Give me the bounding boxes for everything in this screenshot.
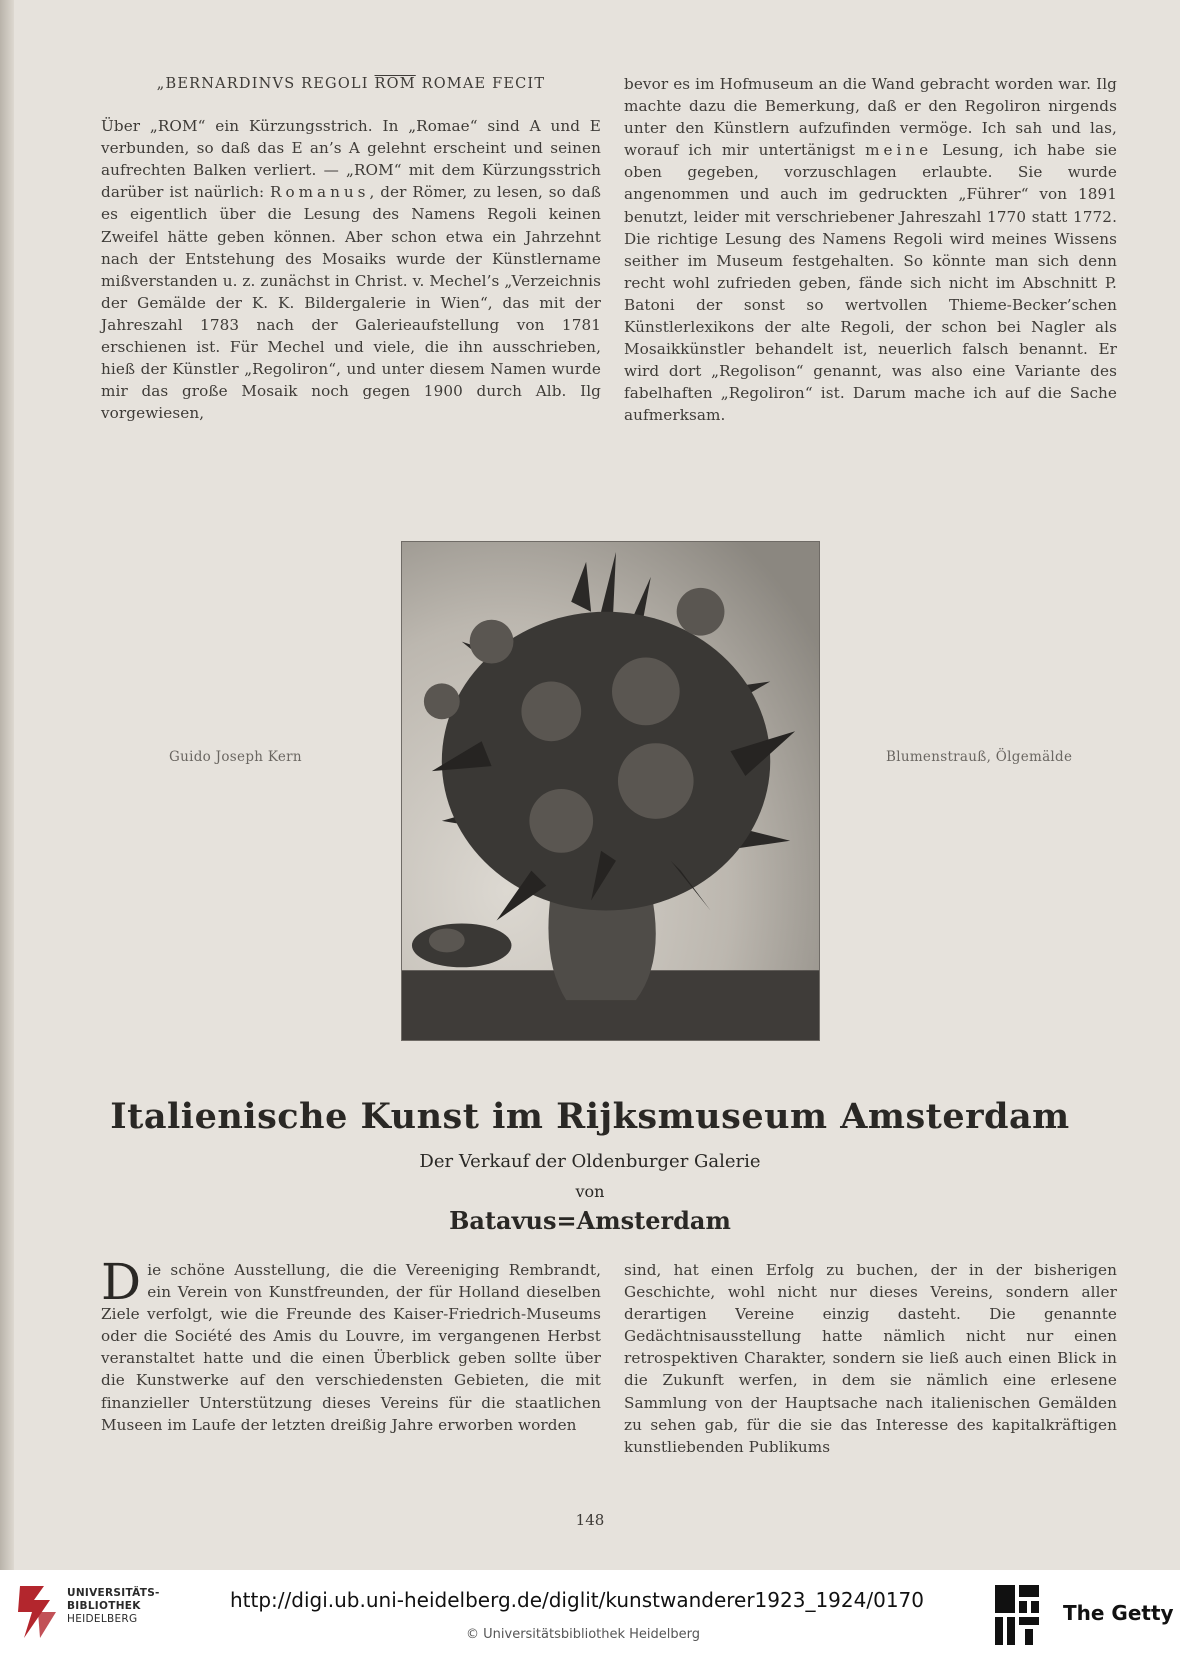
caption-title: Blumenstrauß, Ölgemälde <box>886 749 1073 765</box>
bottom-left-column <box>101 1253 601 1436</box>
paragraph: Über „ROM“ ein Kürzungsstrich. In „Romae“ sind A und E verbunden, so daß das E an’s A gelehnt erscheint und seinen aufrechten Balken verliert. — „ROM“ mit dem Kürzungsstrich darüber ist naürlich: Romanus, der Römer, zu lesen, so daß es eigentlich über die Lesung des Namens Regoli keinen Zweifel hätte geben können. Aber schon etwa ein Jahrzehnt nach der Entstehung des Mosaiks wurde der Künstlername mißverstanden u. z. zunächst in Christ. v. Mechel’s „Verzeichnis der Gemälde der K. K. Bildergalerie in Wien“, das mit der Jahreszahl 1783 nach der Galerieaufstellung von 1781 erschienen ist. Für Mechel und viele, die ihn ausschrieben, hieß der Künstler „Regoliron“, und unter diesem Namen wurde mir das große Mosaik noch gegen 1900 durch Alb. Ilg vorgewiesen, <box>101 117 601 423</box>
article-author: Batavus=Amsterdam <box>449 1206 731 1235</box>
bottom-right-column <box>624 1259 1117 1458</box>
article-title: Italienische Kunst im Rijksmuseum Amsterdam <box>110 1096 1070 1137</box>
page-number: 148 <box>575 1511 605 1529</box>
library-name: UNIVERSITÄTS- BIBLIOTHEK HEIDELBERG <box>67 1587 160 1625</box>
copyright-notice: © Universitätsbibliothek Heidelberg <box>466 1627 701 1642</box>
digital-library-link[interactable]: http://digi.ub.uni-heidelberg.de/diglit/kunstwanderer1923_1924/0170 <box>230 1588 924 1612</box>
paragraph: bevor es im Hofmuseum an die Wand gebracht worden war. Ilg machte dazu die Bemerkung, daß er den Regoliron nirgends unter den Künstlern aufzufinden vermöge. Ich sah und las, worauf ich mir untertänigst meine Lesung, ich habe sie oben gegeben, vorzuschlagen erlaubte. Sie wurde angenommen und auch im gedruckten „Führer“ von 1891 benutzt, leider mit verschriebener Jahreszahl 1770 statt 1772. Die richtige Lesung des Namens Regoli wird meines Wissens seither im Museum festgehalten. So könnte man sich denn recht wohl zufrieden geben, fände sich nicht im Abschnitt P. Batoni der sonst so wertvollen Thieme-Becker’schen Künstlerlexikons der alte Regoli, der schon bei Nagler als Mosaikkünstler behandelt ist, neuerlich falsch benannt. Er wird dort „Regolison“ genannt, was also eine Variante des fabelhaften „Regoliron“ ist. Darum mache ich auf die Sache aufmerksam. <box>624 75 1117 425</box>
page-edge <box>0 0 14 1570</box>
flower-painting-plate <box>401 541 820 1041</box>
top-right-column <box>624 73 1117 427</box>
drop-cap: D <box>101 1253 142 1311</box>
footer-bar <box>0 1570 1180 1657</box>
paragraph: Die schöne Ausstellung, die die Vereeniging Rembrandt, ein Verein von Kunstfreunden, der für Holland dieselben Ziele verfolgt, wie die Freunde des Kaiser-Friedrich-Museums oder die Société des Amis du Louvre, im vergangenen Herbst veranstaltet hatte und die einen Überblick geben sollte über die Kunstwerke auf den verschiedensten Gebieten, die mit finanzieller Unterstützung dieses Vereins für die staatlichen Museen im Laufe der letzten dreißig Jahre erworben worden <box>101 1253 601 1434</box>
article-subtitle: Der Verkauf der Oldenburger Galerie <box>419 1151 761 1172</box>
inscription-heading: „BERNARDINVS REGOLI $\overline{ROM}$ ROMAE FECIT <box>156 76 546 92</box>
article-byline-von: von <box>575 1182 605 1201</box>
top-left-column <box>101 73 601 424</box>
getty-logo-icon <box>993 1583 1041 1647</box>
paragraph: sind, hat einen Erfolg zu buchen, der in der bisherigen Geschichte, wohl nicht nur dieses Vereins, sondern aller derartigen Vereine einzig dasteht. Die genannte Gedächtnisausstellung hatte nämlich nicht nur einen retrospektiven Charakter, sondern sie ließ auch einen Blick in die Zukunft werfen, in dem sie nämlich eine erlesene Sammlung von der Hauptsache nach italienischen Gemälden zu sehen gab, für die sie das Interesse des kapitalkräftigen kunstliebenden Publikums <box>624 1261 1117 1456</box>
bouquet-illustration <box>402 542 819 1040</box>
university-library-logo-icon <box>14 1582 60 1642</box>
partner-name: The Getty <box>1063 1601 1174 1625</box>
caption-artist: Guido Joseph Kern <box>169 749 302 765</box>
